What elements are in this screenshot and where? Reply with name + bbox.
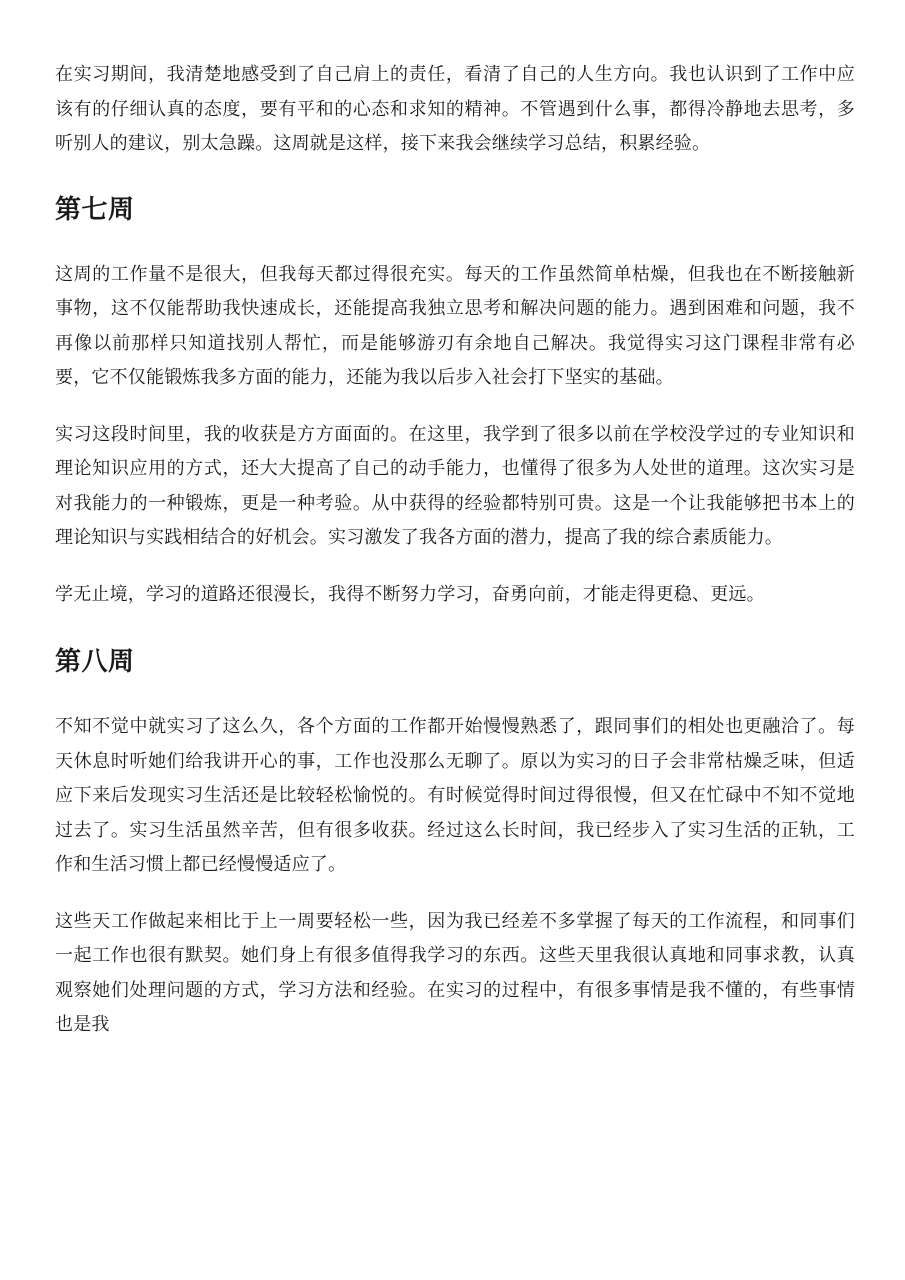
paragraph-week6-conclusion: 在实习期间，我清楚地感受到了自己肩上的责任，看清了自己的人生方向。我也认识到了工作中应该有的仔细认真的态度，要有平和的心态和求知的精神。不管遇到什么事，都得冷静地去思考，多听别人的建议，别太急躁。这周就是这样，接下来我会继续学习总结，积累经验。	[55, 64, 855, 154]
paragraph-week8-easier: 这些天工作做起来相比于上一周要轻松一些，因为我已经差不多掌握了每天的工作流程，和同事们一起工作也很有默契。她们身上有很多值得我学习的东西。这些天里我很认真地和同事求教，认真观察她们处理问题的方式，学习方法和经验。在实习的过程中，有很多事情是我不懂的，有些事情也是我	[55, 910, 855, 1035]
paragraph-week8-familiar: 不知不觉中就实习了这么久，各个方面的工作都开始慢慢熟悉了，跟同事们的相处也更融洽了。每天休息时听她们给我讲开心的事，工作也没那么无聊了。原以为实习的日子会非常枯燥乏味，但适应下来后发现实习生活还是比较轻松愉悦的。有时候觉得时间过得很慢，但又在忙碌中不知不觉地过去了。实习生活虽然辛苦，但有很多收获。经过这么长时间，我已经步入了实习生活的正轨，工作和生活习惯上都已经慢慢适应了。	[55, 716, 855, 875]
paragraph-week7-gains: 实习这段时间里，我的收获是方方面面的。在这里，我学到了很多以前在学校没学过的专业知识和理论知识应用的方式，还大大提高了自己的动手能力，也懂得了很多为人处世的道理。这次实习是对我能力的一种锻炼，更是一种考验。从中获得的经验都特别可贵。这是一个让我能够把书本上的理论知识与实践相结合的好机会。实习激发了我各方面的潜力，提高了我的综合素质能力。	[55, 423, 855, 548]
paragraph-week7-learning: 学无止境，学习的道路还很漫长，我得不断努力学习，奋勇向前，才能走得更稳、更远。	[55, 583, 765, 605]
heading-week7: 第七周	[55, 194, 135, 225]
heading-week8: 第八周	[55, 647, 135, 677]
document-page	[55, 58, 855, 1043]
paragraph-week7-workload: 这周的工作量不是很大，但我每天都过得很充实。每天的工作虽然简单枯燥，但我也在不断接触新事物，这不仅能帮助我快速成长，还能提高我独立思考和解决问题的能力。遇到困难和问题，我不再像以前那样只知道找别人帮忙，而是能够游刃有余地自己解决。我觉得实习这门课程非常有必要，它不仅能锻炼我多方面的能力，还能为我以后步入社会打下坚实的基础。	[55, 263, 855, 388]
